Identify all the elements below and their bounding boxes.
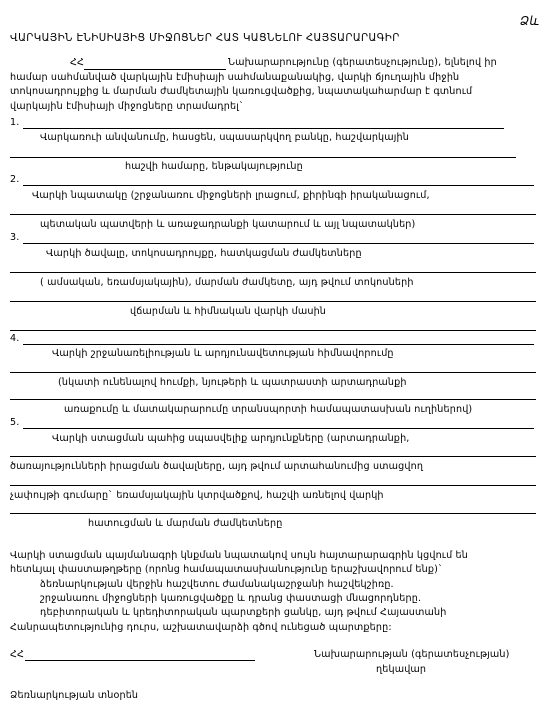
- intro-line-2: համար սահմանված վարկային էմիսիայի սահմանաքանակից, վարկի ճյուղային միջին: [10, 72, 460, 83]
- closing-line-4: շրջանառու միջոցների կառուցվածքը և դրանց փաստացի մնացորդները.: [40, 593, 422, 604]
- item-4-caption-3: առաքումը և մատակարարումը տրանսպորտի համապատասխան ուղիներով): [64, 404, 473, 415]
- item-3-fill-line-2[interactable]: [10, 272, 536, 273]
- intro-prefix: ՀՀ: [70, 57, 85, 68]
- closing-line-3: ձեռնարկության վերջին հաշվետու ժամանակաշրջանի հաշվեկշիռը.: [40, 579, 394, 590]
- form-corner-mark: Ձև: [520, 14, 540, 28]
- director-label: Ձեռնարկության տնօրեն: [10, 690, 139, 701]
- minister-title-line-1: Նախարարության (գերատեսչության): [314, 649, 510, 660]
- item-5-caption-1: Վարկի ստացման պահից սպասվելիք արդյունքները (արտադրանքի,: [52, 433, 410, 444]
- item-5-fill-line-3[interactable]: [10, 485, 536, 486]
- item-5-fill-line-4[interactable]: [10, 513, 536, 514]
- closing-line-1: Վարկի ստացման պայմանագրի կնքման նպատակով սույն հայտարարագրին կցվում են: [10, 550, 469, 561]
- item-3-caption-2: ( ամսական, եռամսյակային), մարման ժամկետը, այդ թվում տոկոսների: [40, 277, 414, 288]
- item-1-fill-line-2[interactable]: [10, 157, 516, 158]
- signature-prefix: ՀՀ: [10, 649, 25, 660]
- item-4-top-line: [10, 330, 536, 331]
- item-5-caption-4: հատուցման և մարման ժամկետները: [88, 518, 283, 529]
- item-2-caption-2: պետական պատվերի և առաջադրանքի կատարում և այլ նպատակներ): [40, 219, 416, 230]
- signature-blank-line[interactable]: [25, 660, 255, 661]
- item-4-fill-line-3[interactable]: [10, 399, 536, 400]
- minister-title-line-2: ղեկավար: [376, 664, 427, 675]
- item-number-3: 3.: [10, 232, 20, 243]
- item-2-caption-1: Վարկի նպատակը (շրջանառու միջոցների լրացում, քիրինգի իրականացում,: [32, 190, 430, 201]
- intro-line-3: տոկոսադրույքից և մարման ժամկետային կառուցվածքից, նպատակահարմար է գտնում: [10, 86, 473, 97]
- item-number-5: 5.: [10, 417, 20, 428]
- item-number-2: 2.: [10, 174, 20, 185]
- item-1-caption-2: հաշվի համարը, ենթակայությունը: [125, 161, 303, 172]
- item-number-1: 1.: [10, 117, 20, 128]
- item-2-fill-line[interactable]: [23, 185, 534, 186]
- item-5-caption-3: չափույթի գումարը` եռամսյակային կտրվածքով, հաշվի առնելով վարկի: [10, 490, 384, 501]
- closing-line-5: դեբիտորական և կրեդիտորական պարտքերի ցանկը, այդ թվում Հայաստանի: [40, 607, 447, 618]
- item-4-caption-1: Վարկի շրջանառելիության և արդյունավետության հիմնավորումը: [52, 348, 394, 359]
- intro-line-4: վարկային էմիսիայի միջոցները տրամադրել`: [10, 101, 244, 112]
- closing-line-2: հետևյալ փաստաթղթերը (որոնց համապատասխանությունը երաշխավորում ենք)`: [10, 564, 443, 575]
- item-5-fill-line-2[interactable]: [10, 456, 536, 457]
- intro-line-1: Նախարարությունը (գերատեսչությունը), ելնելով իր: [228, 57, 497, 68]
- item-1-caption-1: Վարկառուի անվանումը, հասցեն, սպասարկվող բանկը, հաշվարկային: [40, 132, 409, 143]
- item-1-fill-line[interactable]: [23, 128, 504, 129]
- item-2-fill-line-2[interactable]: [10, 214, 536, 215]
- ministry-name-blank-line: [84, 69, 226, 70]
- item-number-4: 4.: [10, 333, 20, 344]
- item-4-fill-line[interactable]: [23, 344, 534, 345]
- item-3-fill-line[interactable]: [23, 243, 534, 244]
- item-5-caption-2: ծառայությունների իրացման ծավալները, այդ թվում արտահանումից ստացվող: [10, 461, 424, 472]
- item-4-caption-2: (նկատի ունենալով հումքի, նյութերի և պատրաստի արտադրանքի: [58, 377, 407, 388]
- item-5-fill-line[interactable]: [23, 428, 534, 429]
- item-3-caption-3: վճարման և հիմնական վարկի մասին: [130, 306, 327, 317]
- document-title: ՎԱՐԿԱՅԻՆ ԷՆԻՍԻԱՅԻՑ ՄԻՋՈՑՆԵՐ ՀԱՏ ԿԱՑՆԵԼՈՒ ՀԱՅՏԱՐԱՐԱԳԻՐ: [10, 33, 400, 44]
- item-3-fill-line-3[interactable]: [10, 301, 536, 302]
- closing-line-6: Հանրապետությունից դուրս, աշխատավարձի գծով ունեցած պարտքերը:: [10, 622, 392, 633]
- item-3-caption-1: Վարկի ծավալը, տոկոսադրույքը, հատկացման ժամկետները: [46, 248, 362, 259]
- item-4-fill-line-2[interactable]: [10, 372, 536, 373]
